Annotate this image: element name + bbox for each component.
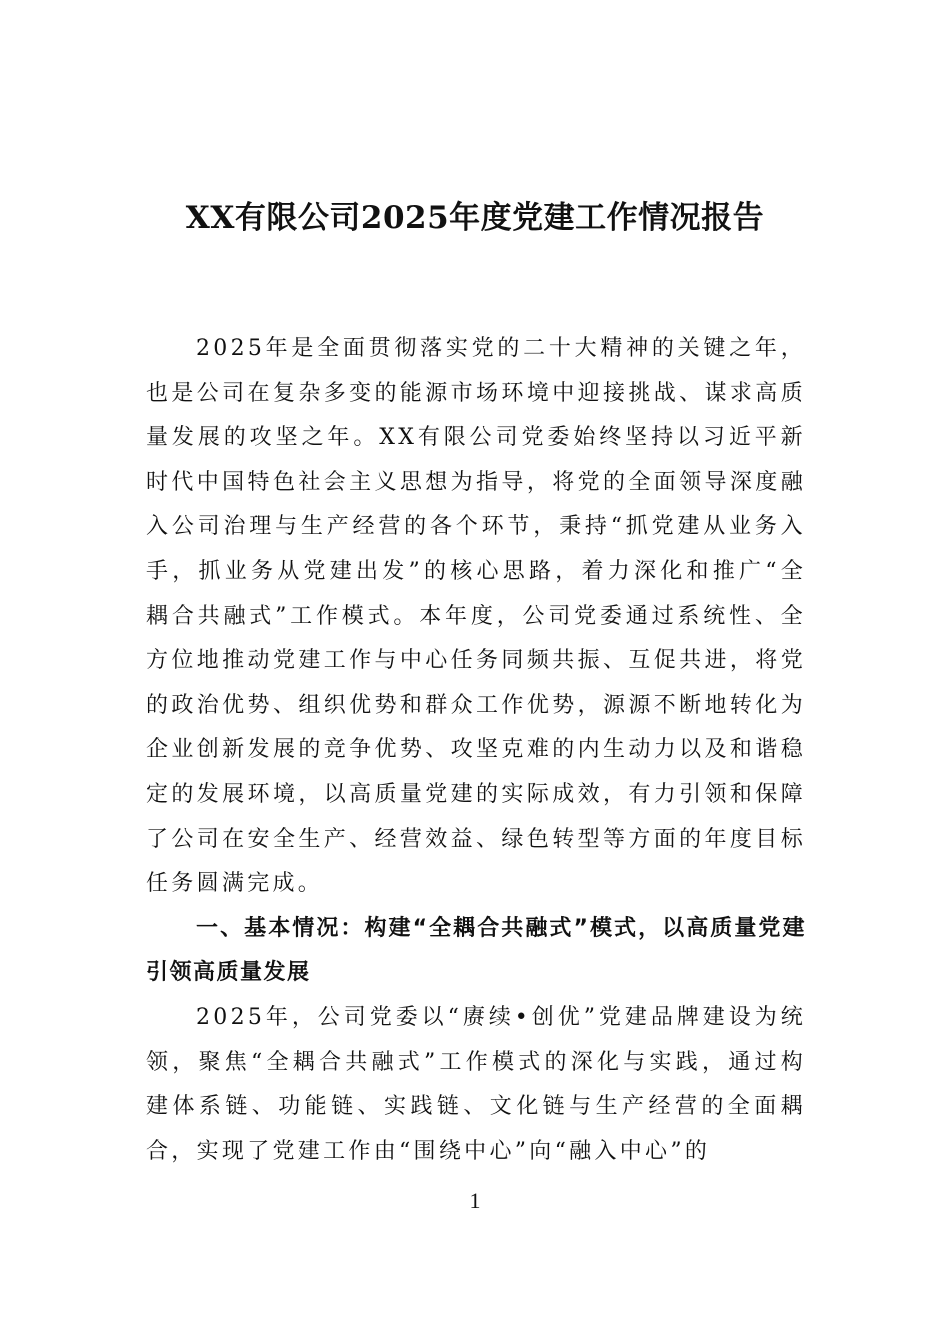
document-title: XX有限公司2025年度党建工作情况报告 xyxy=(185,200,765,236)
intro-paragraph: 2025年是全面贯彻落实党的二十大精神的关键之年，也是公司在复杂多变的能源市场环境中迎接挑战、谋求高质量发展的攻坚之年。XX有限公司党委始终坚持以习近平新时代中国特色社会主义思想为指导，将党的全面领导深度融入公司治理与生产经营的各个环节，秉持“抓党建从业务入手，抓业务从党建出发”的核心思路，着力深化和推广“全耦合共融式”工作模式。本年度，公司党委通过系统性、全方位地推动党建工作与中心任务同频共振、互促共进，将党的政治优势、组织优势和群众工作优势，源源不断地转化为企业创新发展的竞争优势、攻坚克难的内生动力以及和谐稳定的发展环境，以高质量党建的实际成效，有力引领和保障了公司在安全生产、经营效益、绿色转型等方面的年度目标任务圆满完成。 xyxy=(146,336,806,897)
section-paragraph: 2025年，公司党委以“赓续•创优”党建品牌建设为统领，聚焦“全耦合共融式”工作模式的深化与实践，通过构建体系链、功能链、实践链、文化链与生产经营的全面耦合，实现了党建工作由“围绕中心”向“融入中心”的 xyxy=(146,1004,806,1164)
section-heading: 一、基本情况：构建“全耦合共融式”模式，以高质量党建引领高质量发展 xyxy=(146,915,806,986)
page-number: 1 xyxy=(469,1188,481,1213)
document-body xyxy=(146,327,806,1174)
